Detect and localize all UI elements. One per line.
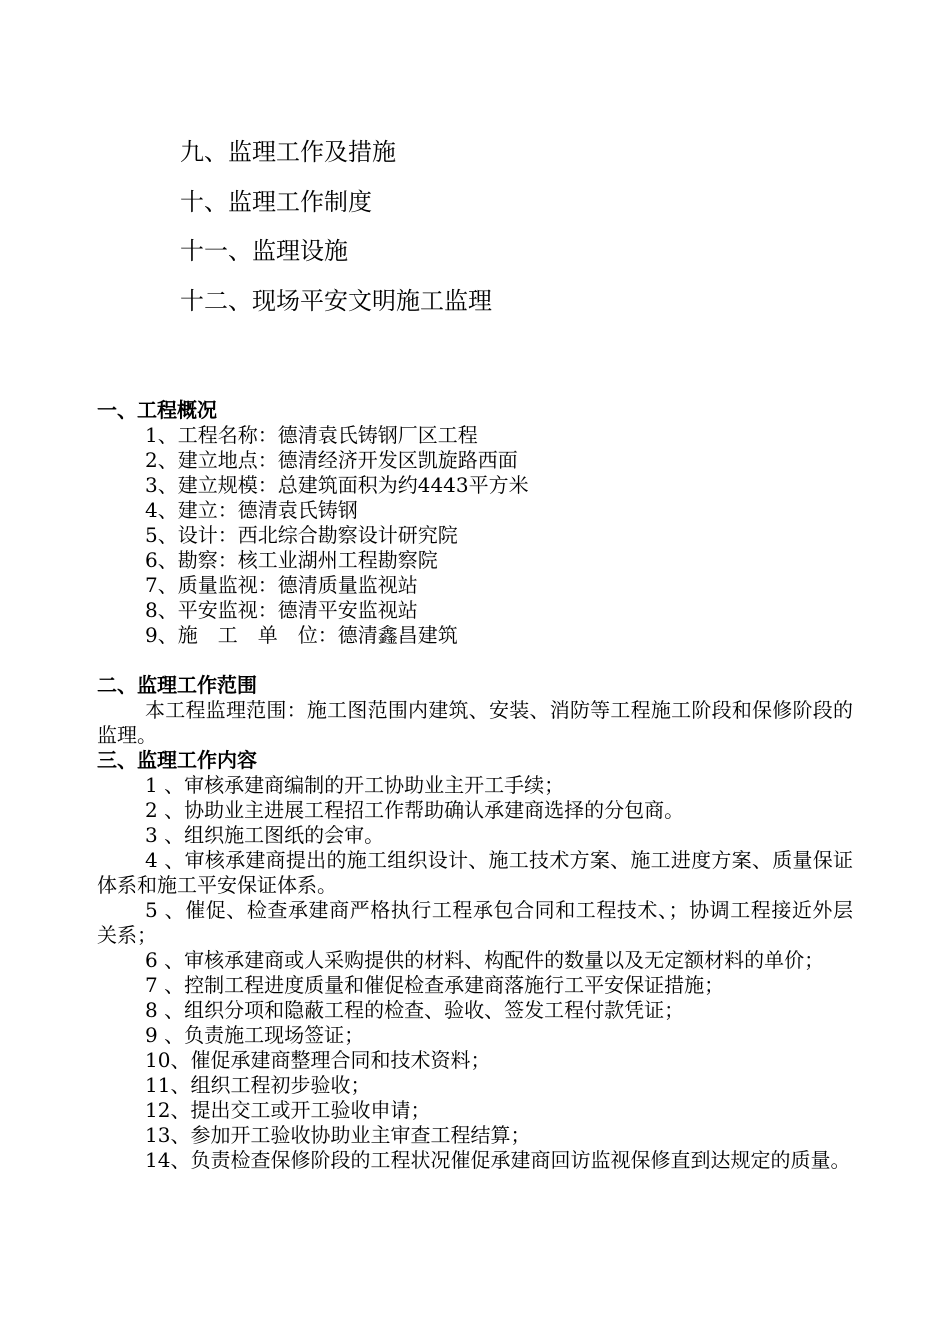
work-item: 1 、审核承建商编制的开工协助业主开工手续； — [145, 773, 565, 797]
work-item: 7 、控制工程进度质量和催促检查承建商落施行工平安保证措施； — [145, 973, 725, 997]
project-info-item: 6、勘察：核工业湖州工程勘察院 — [145, 548, 438, 572]
project-info-item: 2、建立地点：德清经济开发区凯旋路西面 — [145, 448, 518, 472]
work-item: 4 、审核承建商提出的施工组织设计、施工技术方案、施工进度方案、质量保证体系和施工平安保证体系。 — [97, 848, 853, 897]
section-1-heading: 一、工程概况 — [97, 398, 217, 422]
project-info-item: 5、设计：西北综合勘察设计研究院 — [145, 523, 458, 547]
work-item: 11、组织工程初步验收； — [145, 1073, 371, 1097]
work-item: 2 、协助业主进展工程招工作帮助确认承建商选择的分包商。 — [145, 798, 685, 822]
project-info-item: 3、建立规模：总建筑面积为约4443平方米 — [145, 473, 529, 497]
toc-item: 十二、现场平安文明施工监理 — [180, 286, 492, 315]
work-item: 5 、催促、检查承建商严格执行工程承包合同和工程技术、；协调工程接近外层关系； — [97, 898, 853, 947]
table-of-contents — [180, 128, 492, 326]
work-item: 9 、负责施工现场签证； — [145, 1023, 365, 1047]
work-item: 14、负责检查保修阶段的工程状况催促承建商回访监视保修直到达规定的质量。 — [145, 1148, 851, 1172]
toc-item: 十一、监理设施 — [180, 237, 348, 265]
work-item: 6 、审核承建商或人采购提供的材料、构配件的数量以及无定额材料的单价； — [145, 948, 825, 972]
work-item: 13、参加开工验收协助业主审查工程结算； — [145, 1123, 531, 1147]
work-item: 8 、组织分项和隐蔽工程的检查、验收、签发工程付款凭证； — [145, 998, 685, 1022]
toc-item: 十、监理工作制度 — [180, 187, 372, 216]
work-item: 12、提出交工或开工验收申请； — [145, 1098, 431, 1122]
scope-paragraph: 本工程监理范围：施工图范围内建筑、安装、消防等工程施工阶段和保修阶段的监理。 — [97, 698, 853, 747]
project-info-item: 9、施 工 单 位：德清鑫昌建筑 — [145, 623, 458, 647]
project-info-item: 4、建立：德清袁氏铸钢 — [145, 498, 358, 522]
project-info-item: 1、工程名称：德清袁氏铸钢厂区工程 — [145, 423, 478, 447]
project-info-item: 8、平安监视：德清平安监视站 — [145, 598, 418, 622]
document-body — [97, 398, 853, 1173]
section-3-heading: 三、监理工作内容 — [97, 748, 257, 772]
project-info-item: 7、质量监视：德清质量监视站 — [145, 573, 418, 597]
toc-item: 九、监理工作及措施 — [180, 138, 396, 166]
work-item: 10、催促承建商整理合同和技术资料； — [145, 1048, 491, 1072]
work-item: 3 、组织施工图纸的会审。 — [145, 823, 385, 847]
spacer — [97, 648, 853, 673]
section-2-heading: 二、监理工作范围 — [97, 673, 257, 697]
